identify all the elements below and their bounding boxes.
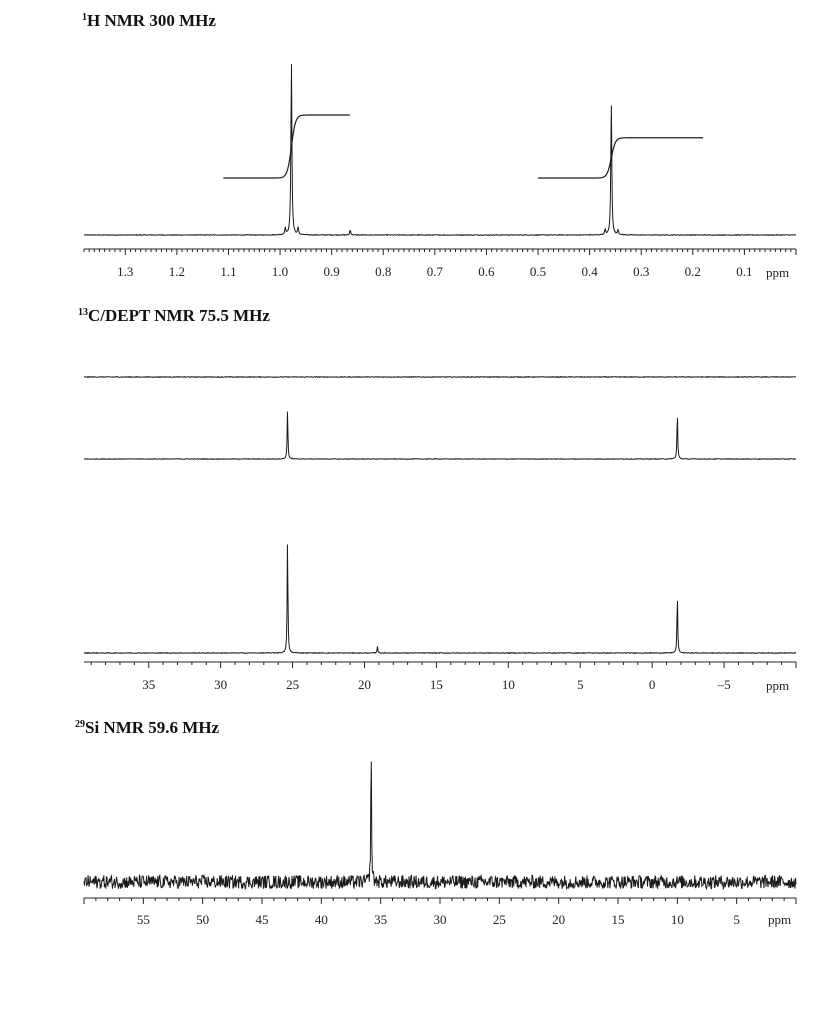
c13-tick-label: 5 [576, 677, 584, 692]
c13-axis [84, 662, 796, 692]
h1-spectra [84, 64, 796, 235]
si29-tick-label: 30 [433, 912, 447, 927]
h1-tick-label: 0.6 [478, 264, 495, 279]
si29-tick-label: 55 [136, 912, 150, 927]
si29-tick-label: 35 [374, 912, 388, 927]
c13-title-text: C/DEPT NMR 75.5 MHz [88, 306, 270, 325]
c13-title-sup: 13 [78, 307, 88, 318]
h1-title-sup: 1 [82, 12, 87, 23]
h1-tick-label: 1.0 [271, 264, 289, 279]
h1-tick-label: 0.9 [323, 264, 340, 279]
h1-tick-label: 0.5 [529, 264, 547, 279]
si29-title-text: Si NMR 59.6 MHz [85, 718, 220, 737]
c13-spectrum-line-3 [84, 545, 796, 654]
h1-tick-label: 1.2 [168, 264, 185, 279]
si29-tick-label: 10 [670, 912, 684, 927]
si29-tick-label: 50 [196, 912, 210, 927]
h1-integral-curve-1 [223, 115, 349, 178]
c13-tick-label: 30 [214, 677, 228, 692]
h1-tick-label: 0.4 [581, 264, 598, 279]
h1-axis [84, 249, 796, 279]
c13-tick-label: 35 [142, 677, 156, 692]
c13-spectrum-line-1 [84, 377, 796, 378]
si29-panel [75, 718, 796, 927]
h1-tick-label: 1.1 [220, 264, 237, 279]
h1-integrals [223, 115, 703, 178]
si29-tick-label: 5 [733, 912, 740, 927]
si29-axis [84, 898, 796, 927]
h1-panel [82, 11, 796, 280]
c13-spectrum-line-2 [84, 412, 796, 460]
h1-tick-label: 0.3 [633, 264, 650, 279]
h1-title-text: H NMR 300 MHz [87, 11, 216, 30]
si29-tick-label: 40 [314, 912, 328, 927]
si29-tick-label: 45 [255, 912, 269, 927]
c13-tick-label: 25 [286, 677, 300, 692]
c13-tick-label: –5 [717, 677, 731, 692]
h1-title [82, 11, 216, 30]
c13-spectra [84, 377, 796, 654]
h1-unit-label: ppm [766, 265, 790, 280]
h1-tick-label: 0.2 [684, 264, 701, 279]
c13-tick-label: 10 [501, 677, 515, 692]
h1-tick-label: 1.3 [117, 264, 134, 279]
c13-tick-label: 0 [648, 677, 656, 692]
h1-spectrum-line-1 [84, 64, 796, 235]
si29-unit-label: ppm [768, 912, 792, 927]
si29-spectrum-line-1 [84, 762, 796, 889]
c13-tick-label: 15 [429, 677, 443, 692]
c13-tick-label: 20 [357, 677, 371, 692]
h1-integral-curve-2 [538, 138, 703, 178]
si29-title [75, 718, 220, 737]
h1-tick-label: 0.7 [426, 264, 443, 279]
si29-tick-label: 25 [492, 912, 506, 927]
si29-spectra [84, 762, 796, 889]
si29-tick-label: 20 [552, 912, 566, 927]
c13-title [78, 306, 270, 325]
si29-title-sup: 29 [75, 719, 85, 730]
c13-unit-label: ppm [766, 678, 790, 693]
si29-tick-label: 15 [611, 912, 625, 927]
h1-tick-label: 0.1 [736, 264, 753, 279]
h1-tick-label: 0.8 [375, 264, 392, 279]
c13-panel [78, 306, 796, 693]
